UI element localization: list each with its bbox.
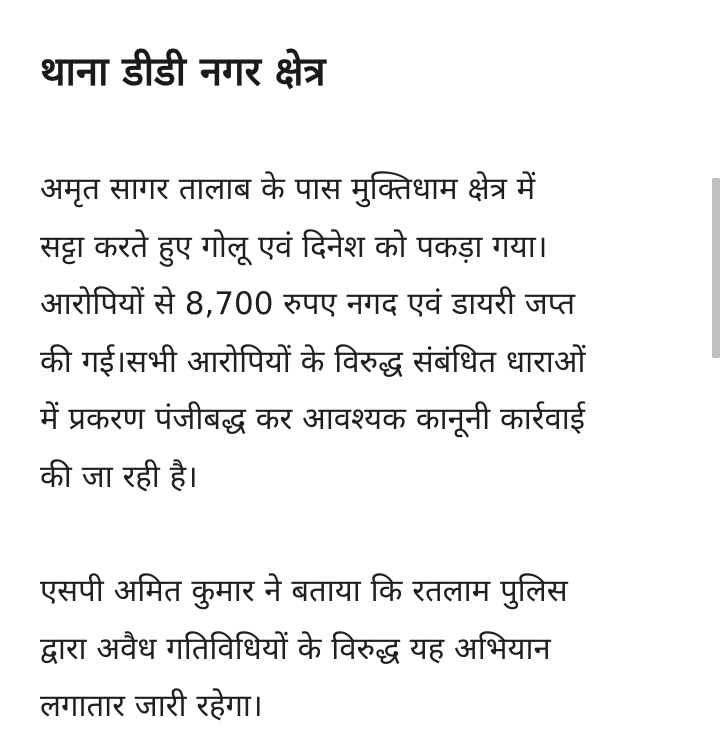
paragraph-line: में प्रकरण पंजीबद्ध कर आवश्यक कानूनी कार्रवाई xyxy=(40,401,585,437)
paragraph-line: की गई।सभी आरोपियों के विरुद्ध संबंधित धाराओं xyxy=(40,343,586,380)
paragraph-line: लगातार जारी रहेगा। xyxy=(40,688,263,724)
paragraph-sp-statement xyxy=(40,563,680,736)
paragraph-arrest-details xyxy=(40,161,680,506)
paragraph-line: एसपी अमित कुमार ने बताया कि रतलाम पुलिस xyxy=(40,573,568,609)
scrollbar-thumb[interactable] xyxy=(712,178,720,358)
paragraph-line: अमृत सागर तालाब के पास मुक्तिधाम क्षेत्र में xyxy=(40,171,536,207)
paragraph-line: सट्टा करते हुए गोलू एवं दिनेश को पकड़ा गया। xyxy=(40,228,548,265)
section-heading: थाना डीडी नगर क्षेत्र xyxy=(40,49,326,95)
paragraph-line: आरोपियों से 8,700 रुपए नगद एवं डायरी जप्त xyxy=(40,286,576,322)
paragraph-line: द्वारा अवैध गतिविधियों के विरुद्ध यह अभियान xyxy=(40,630,551,667)
paragraph-line: की जा रही है। xyxy=(40,458,198,495)
article-body xyxy=(40,40,680,736)
